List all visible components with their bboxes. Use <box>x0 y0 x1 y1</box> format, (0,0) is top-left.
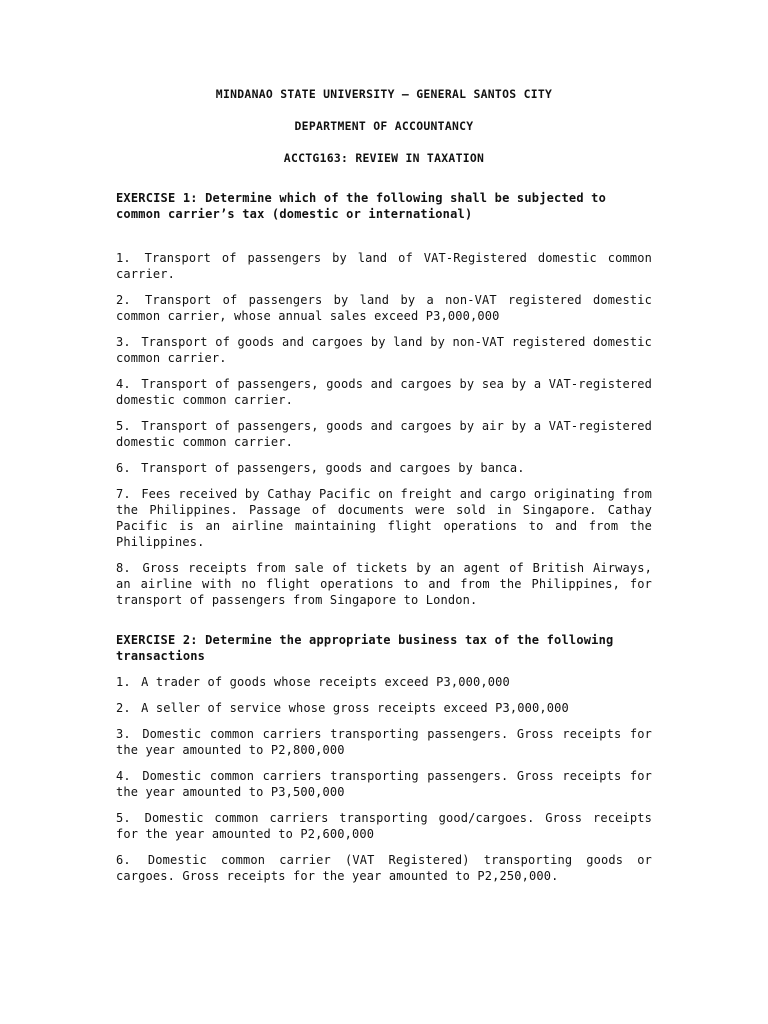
exercise2-title: EXERCISE 2: Determine the appropriate business tax of the following transactions <box>116 633 614 663</box>
exercise1-item-6 <box>116 460 652 476</box>
item-text: Fees received by Cathay Pacific on freight and cargo originating from the Philippines. Passage of documents were sold in Singapore. Cathay Pacific is an airline maintaining flight operations to and from the Philippines. <box>116 487 652 549</box>
exercise1-item-2 <box>116 292 652 324</box>
item-text: A trader of goods whose receipts exceed P3,000,000 <box>141 675 510 689</box>
item-number: 4. <box>116 769 131 783</box>
item-text: Transport of goods and cargoes by land by non-VAT registered domestic common carrier. <box>116 335 652 365</box>
item-text: Domestic common carrier (VAT Registered) transporting goods or cargoes. Gross receipts for the year amounted to P2,250,000. <box>116 853 653 883</box>
item-text: Transport of passengers by land by a non-VAT registered domestic common carrier, whose annual sales exceed P3,000,000 <box>116 293 652 323</box>
item-text: Transport of passengers, goods and cargoes by banca. <box>141 461 525 475</box>
exercise1-item-1 <box>116 250 652 282</box>
item-number: 1. <box>116 675 131 689</box>
exercise2-item-6 <box>116 852 652 884</box>
item-number: 1. <box>116 251 131 265</box>
item-number: 6. <box>116 853 131 867</box>
item-number: 7. <box>116 487 131 501</box>
item-number: 3. <box>116 335 131 349</box>
item-number: 5. <box>116 419 131 433</box>
item-text: Domestic common carriers transporting good/cargoes. Gross receipts for the year amounted to P2,600,000 <box>116 811 652 841</box>
course-title: ACCTG163: REVIEW IN TAXATION <box>283 151 485 165</box>
exercise2-item-3 <box>116 726 652 758</box>
exercise2-item-4 <box>116 768 652 800</box>
department-name: DEPARTMENT OF ACCOUNTANCY <box>294 119 474 133</box>
exercise2-item-5 <box>116 810 652 842</box>
item-number: 4. <box>116 377 131 391</box>
exercise1-title: EXERCISE 1: Determine which of the following shall be subjected to common carrier’s tax (domestic or international) <box>116 191 607 221</box>
exercise1-item-8 <box>116 560 652 608</box>
item-number: 2. <box>116 293 131 307</box>
item-number: 6. <box>116 461 131 475</box>
exercise2-list <box>116 674 652 884</box>
exercise1-item-5 <box>116 418 652 450</box>
item-number: 5. <box>116 811 131 825</box>
document-header <box>116 86 652 166</box>
item-text: Domestic common carriers transporting passengers. Gross receipts for the year amounted to P2,800,000 <box>116 727 653 757</box>
item-number: 3. <box>116 727 131 741</box>
exercise1-item-3 <box>116 334 652 366</box>
item-text: Transport of passengers by land of VAT-Registered domestic common carrier. <box>116 251 653 281</box>
item-number: 8. <box>116 561 131 575</box>
item-text: A seller of service whose gross receipts exceed P3,000,000 <box>141 701 569 715</box>
item-text: Domestic common carriers transporting passengers. Gross receipts for the year amounted to P3,500,000 <box>116 769 653 799</box>
exercise1-item-4 <box>116 376 652 408</box>
exercise1-list <box>116 250 652 608</box>
item-text: Transport of passengers, goods and cargoes by sea by a VAT-registered domestic common carrier. <box>116 377 652 407</box>
item-text: Transport of passengers, goods and cargoes by air by a VAT-registered domestic common carrier. <box>116 419 652 449</box>
university-name: MINDANAO STATE UNIVERSITY – GENERAL SANTOS CITY <box>215 87 553 101</box>
item-number: 2. <box>116 701 131 715</box>
exercise1-item-7 <box>116 486 652 550</box>
exercise2-item-1 <box>116 674 652 690</box>
item-text: Gross receipts from sale of tickets by an agent of British Airways, an airline with no flight operations to and from the Philippines, for transport of passengers from Singapore to London. <box>116 561 652 607</box>
exercise2-item-2 <box>116 700 652 716</box>
